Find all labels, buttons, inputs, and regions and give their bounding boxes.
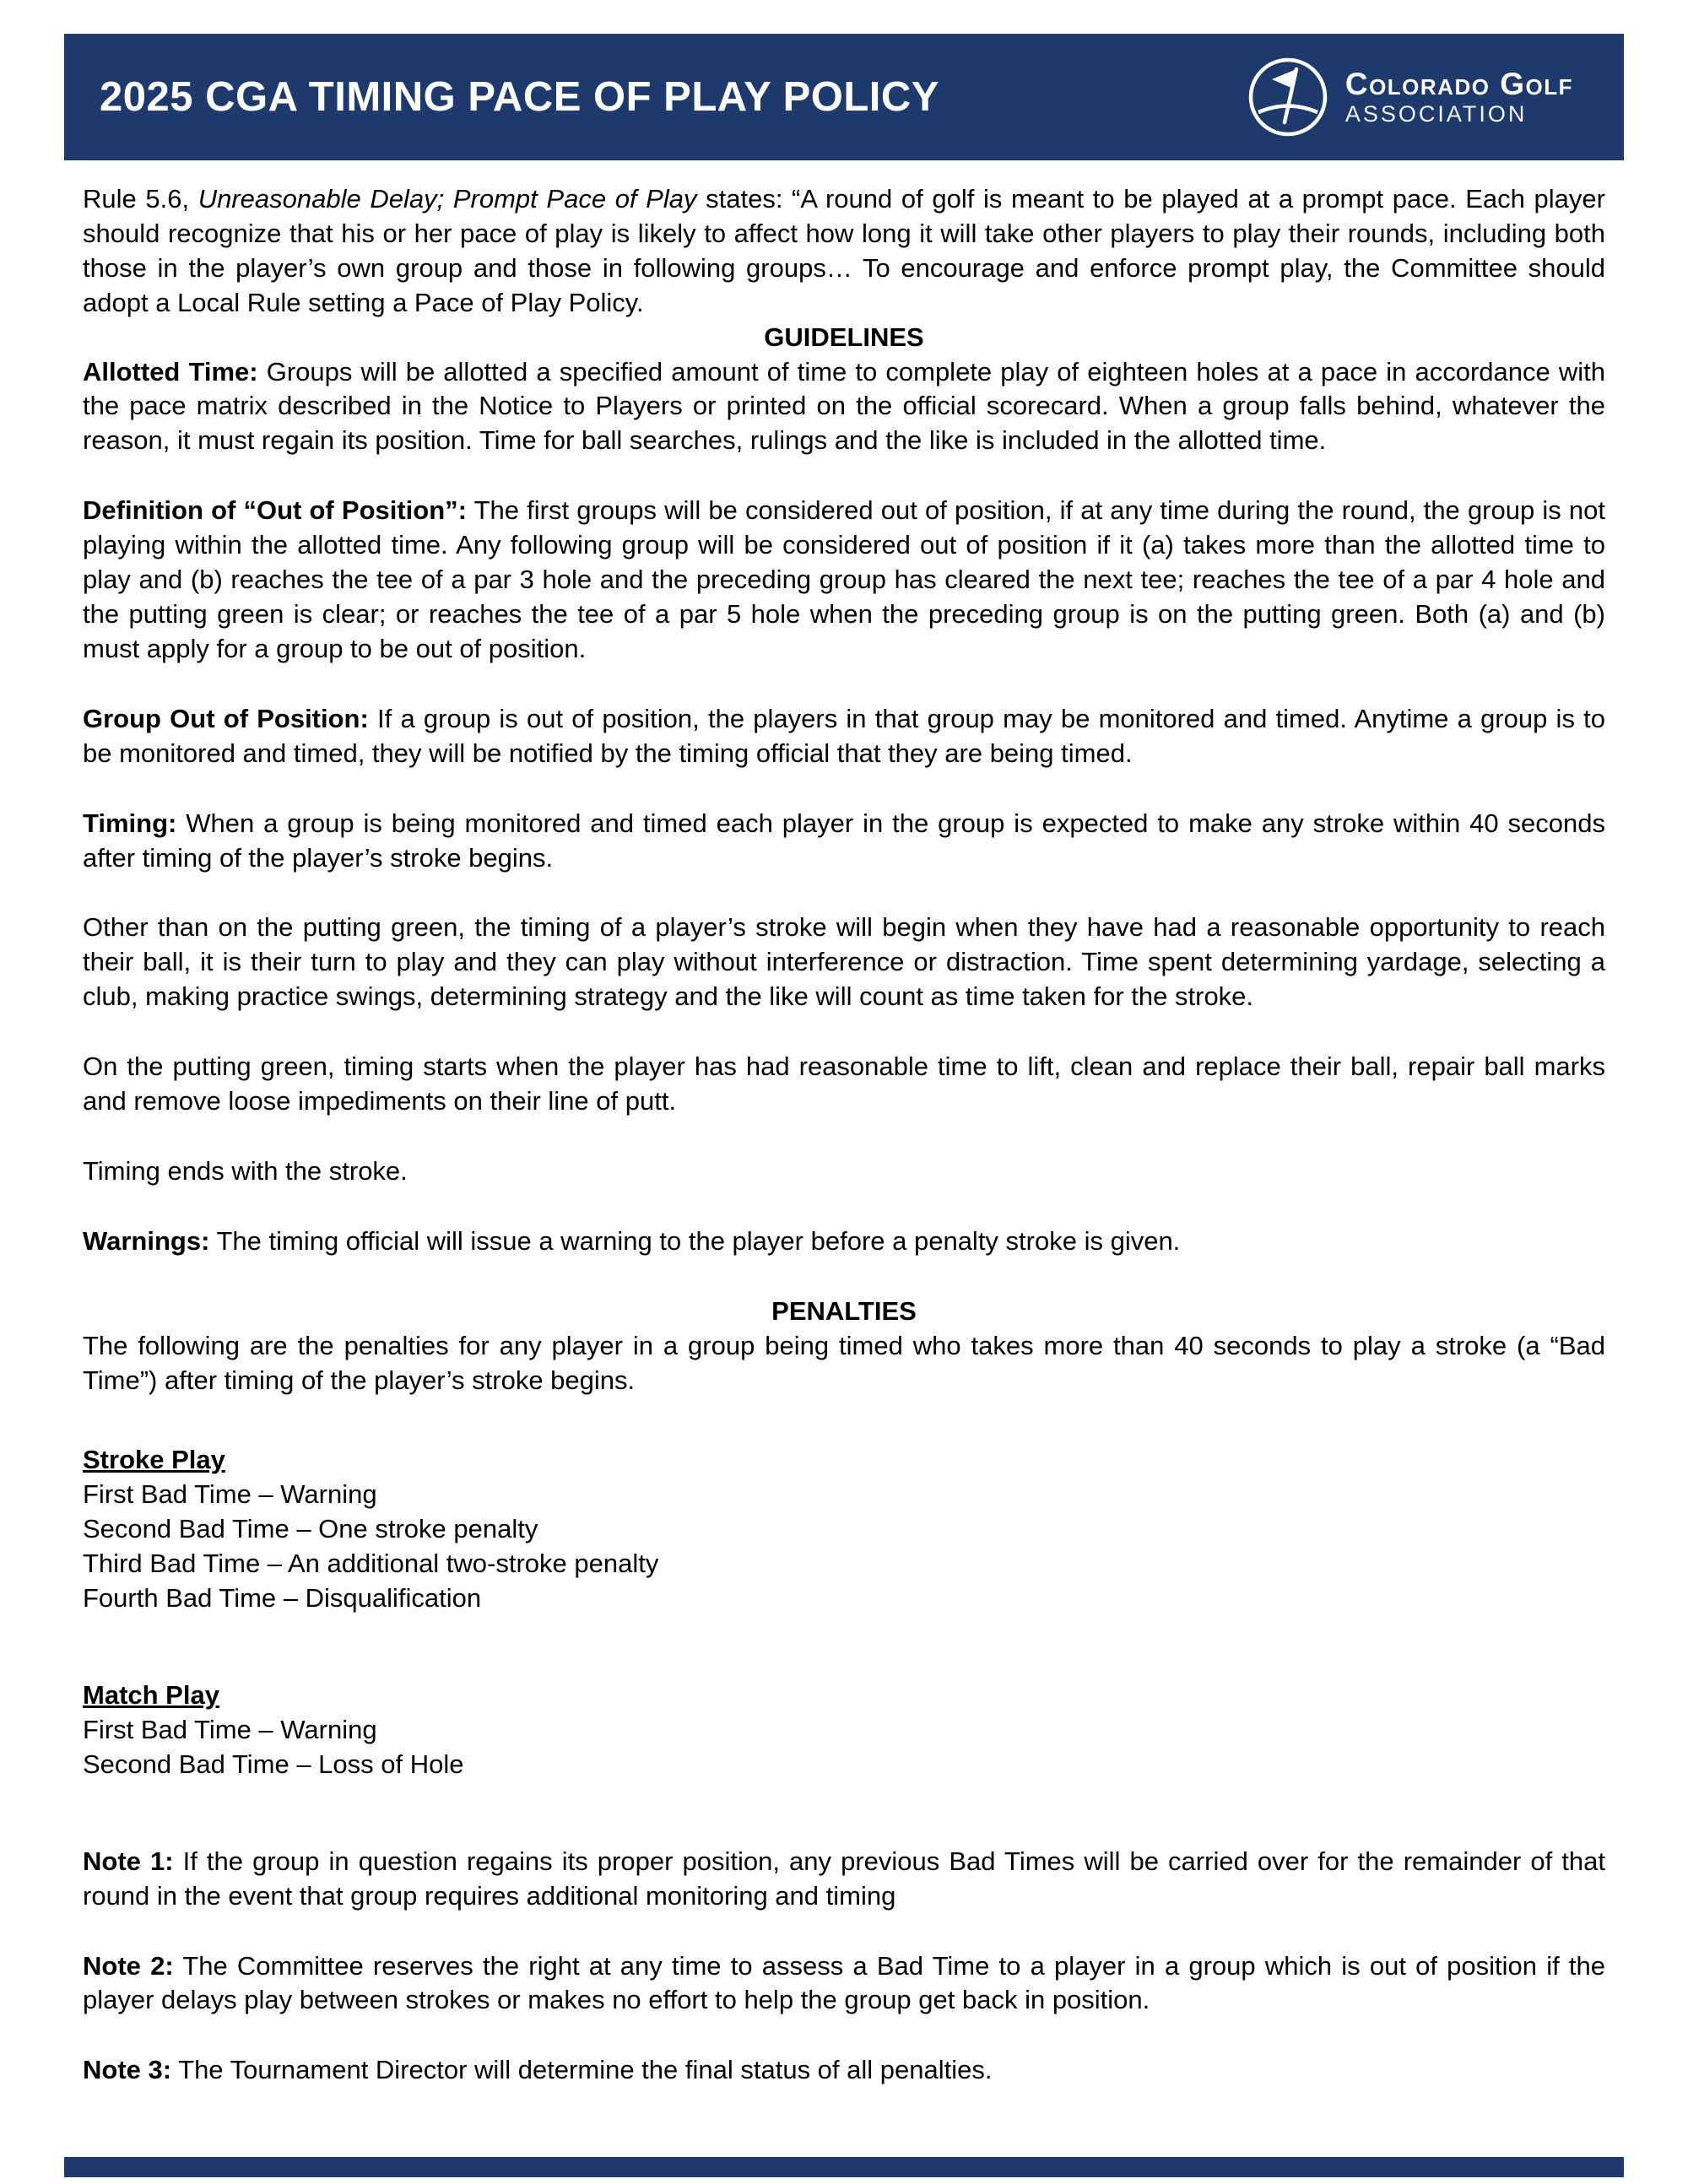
- paragraph-text: When a group is being monitored and timed each player in the group is expected to make any stroke within 40 seconds after timing of the player’s stroke begins.: [83, 808, 1605, 873]
- match-play-penalty-item: Second Bad Time – Loss of Hole: [83, 1749, 464, 1779]
- paragraph-text: The first groups will be considered out of position, if at any time during the round, the group is not playing within the allotted time. Any following group will be considered out of position if it (a) takes more than the allotted time to play and (b) reaches the tee of a par 3 hole and the preceding group has cleared the next tee; reaches the tee of a par 4 hole and the putting green is clear; or reaches the tee of a par 5 hole when the preceding group is on the putting green. Both (a) and (b) must apply for a group to be out of position.: [83, 495, 1605, 663]
- group-out-of-position-paragraph: [83, 702, 1605, 771]
- cga-logo: [1246, 55, 1573, 139]
- rule-name-italic: Unreasonable Delay; Prompt Pace of Play: [197, 184, 697, 214]
- warnings-paragraph: [83, 1224, 1605, 1259]
- note-2-paragraph: [83, 1949, 1605, 2019]
- paragraph-text: If a group is out of position, the players in that group may be monitored and timed. Anytime a group is to be monitored and timed, they will be notified by the timing official that they are being timed.: [83, 703, 1605, 768]
- policy-content: [64, 160, 1624, 2088]
- paragraph-label: Group Out of Position:: [83, 703, 369, 733]
- rule-intro-paragraph: [83, 182, 1605, 321]
- note-text: If the group in question regains its proper position, any previous Bad Times will be carried over for the remainder of that round in the event that group requires additional monitoring and timing: [83, 1846, 1605, 1911]
- stroke-play-penalty-item: Third Bad Time – An additional two-stroke penalty: [83, 1549, 659, 1579]
- logo-subtitle: ASSOCIATION: [1344, 100, 1528, 127]
- allotted-time-paragraph: [83, 355, 1605, 459]
- timing-ends-paragraph: [83, 1154, 1605, 1189]
- paragraph-text: Timing ends with the stroke.: [83, 1155, 408, 1186]
- stroke-play-heading: Stroke Play: [83, 1445, 225, 1475]
- out-of-position-definition-paragraph: [83, 494, 1605, 667]
- stroke-play-penalty-item: Second Bad Time – One stroke penalty: [83, 1514, 538, 1544]
- stroke-play-penalty-item: Fourth Bad Time – Disqualification: [83, 1583, 482, 1614]
- stroke-timing-paragraph: [83, 911, 1605, 1014]
- penalties-intro-paragraph: The following are the penalties for any player in a group being timed who takes more than 40 seconds to play a stroke (a “Bad Time”) after timing of the player’s stroke begins.: [83, 1330, 1605, 1395]
- note-1-paragraph: [83, 1845, 1605, 1914]
- paragraph-label: Allotted Time:: [83, 356, 258, 387]
- stroke-play-penalty-item: First Bad Time – Warning: [83, 1479, 377, 1510]
- note-label: Note 1:: [83, 1846, 174, 1876]
- guidelines-heading: GUIDELINES: [764, 322, 924, 352]
- match-play-heading: Match Play: [83, 1680, 219, 1710]
- note-label: Note 3:: [83, 2055, 172, 2085]
- intro-prefix: Rule 5.6,: [83, 184, 198, 214]
- golf-flag-circle-icon: [1246, 55, 1330, 139]
- putting-green-timing-paragraph: [83, 1050, 1605, 1119]
- page-title: 2025 CGA TIMING PACE OF PLAY POLICY: [100, 74, 939, 120]
- note-text: The Committee reserves the right at any time to assess a Bad Time to a player in a group which is out of position if the player delays play between strokes or makes no effort to help the group get back in position.: [83, 1950, 1605, 2015]
- timing-paragraph: [83, 807, 1605, 876]
- logo-name: Colorado Golf: [1344, 66, 1573, 101]
- paragraph-label: Definition of “Out of Position”:: [83, 495, 467, 526]
- paragraph-text: Other than on the putting green, the timing of a player’s stroke will begin when they have had a reasonable opportunity to reach their ball, it is their turn to play and they can play without interference or distraction. Time spent determining yardage, selecting a club, making practice swings, determining strategy and the like will count as time taken for the stroke.: [83, 912, 1605, 1012]
- header-banner: [64, 34, 1624, 160]
- footer-bar: [64, 2157, 1624, 2177]
- paragraph-text: On the putting green, timing starts when the player has had reasonable time to lift, clean and replace their ball, repair ball marks and remove loose impediments on their line of putt.: [83, 1051, 1605, 1116]
- note-3-paragraph: [83, 2053, 1605, 2088]
- note-text: The Tournament Director will determine the final status of all penalties.: [171, 2055, 993, 2085]
- paragraph-text: Groups will be allotted a specified amount of time to complete play of eighteen holes at a pace in accordance with the pace matrix described in the Notice to Players or printed on the official scorecard. When a group falls behind, whatever the reason, it must regain its position. Time for ball searches, rulings and the like is included in the allotted time.: [83, 356, 1606, 456]
- logo-text: [1345, 68, 1573, 127]
- penalties-heading: PENALTIES: [771, 1295, 917, 1326]
- stroke-play-section: [83, 1443, 1605, 1616]
- intro-rest: states: “A round of golf is meant to be played at a prompt pace. Each player should recognize that his or her pace of play is likely to affect how long it will take other players to play their rounds, including both those in the player’s own group and those in following groups… To encourage and enforce prompt play, the Committee should adopt a Local Rule setting a Pace of Play Policy.: [83, 184, 1605, 317]
- paragraph-label: Timing:: [83, 808, 177, 838]
- match-play-penalty-item: First Bad Time – Warning: [83, 1714, 377, 1744]
- paragraph-label: Warnings:: [83, 1225, 210, 1256]
- paragraph-text: The timing official will issue a warning to the player before a penalty stroke is given.: [209, 1225, 1181, 1256]
- match-play-section: [83, 1679, 1605, 1782]
- note-label: Note 2:: [83, 1950, 174, 1981]
